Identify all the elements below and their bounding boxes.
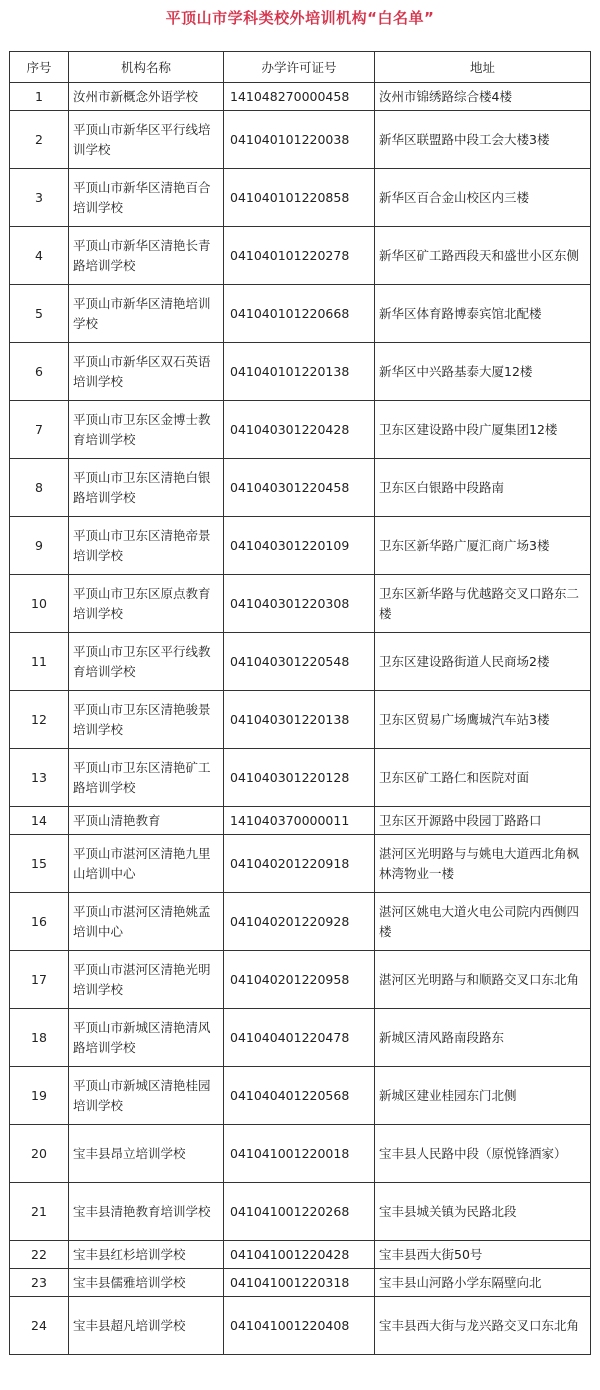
header-name: 机构名称 <box>69 52 224 83</box>
license-number: 041040301220128 <box>224 749 375 807</box>
institution-name: 平顶山市卫东区清艳白银路培训学校 <box>69 459 224 517</box>
institution-name: 平顶山市卫东区平行线教育培训学校 <box>69 633 224 691</box>
row-number: 21 <box>10 1183 69 1241</box>
table-row <box>10 169 591 227</box>
institution-address: 湛河区光明路与和顺路交叉口东北角 <box>375 951 591 1009</box>
institution-name: 汝州市新概念外语学校 <box>69 83 224 111</box>
institution-address: 湛河区光明路与与姚电大道西北角枫林湾物业一楼 <box>375 835 591 893</box>
table-row <box>10 1125 591 1183</box>
row-number: 16 <box>10 893 69 951</box>
license-number: 041041001220408 <box>224 1297 375 1355</box>
row-number: 19 <box>10 1067 69 1125</box>
row-number: 10 <box>10 575 69 633</box>
license-number: 041040401220568 <box>224 1067 375 1125</box>
institution-address: 湛河区姚电大道火电公司院内西侧四楼 <box>375 893 591 951</box>
table-row <box>10 1241 591 1269</box>
institution-name: 平顶山清艳教育 <box>69 807 224 835</box>
table-row <box>10 401 591 459</box>
row-number: 22 <box>10 1241 69 1269</box>
institution-name: 平顶山市新华区清艳百合培训学校 <box>69 169 224 227</box>
institution-address: 新华区联盟路中段工会大楼3楼 <box>375 111 591 169</box>
institution-address: 汝州市锦绣路综合楼4楼 <box>375 83 591 111</box>
row-number: 15 <box>10 835 69 893</box>
institution-address: 宝丰县山河路小学东隔壁向北 <box>375 1269 591 1297</box>
institution-name: 平顶山市卫东区清艳矿工路培训学校 <box>69 749 224 807</box>
table-row <box>10 893 591 951</box>
row-number: 2 <box>10 111 69 169</box>
table-row <box>10 691 591 749</box>
header-license: 办学许可证号 <box>224 52 375 83</box>
license-number: 041040201220928 <box>224 893 375 951</box>
license-number: 041040101220278 <box>224 227 375 285</box>
page-title: 平顶山市学科类校外培训机构“白名单” <box>165 9 435 27</box>
row-number: 13 <box>10 749 69 807</box>
license-number: 041041001220018 <box>224 1125 375 1183</box>
license-number: 141048270000458 <box>224 83 375 111</box>
institution-address: 新华区体育路博泰宾馆北配楼 <box>375 285 591 343</box>
institution-address: 卫东区新华路广厦汇商广场3楼 <box>375 517 591 575</box>
license-number: 041040301220548 <box>224 633 375 691</box>
institution-address: 卫东区贸易广场鹰城汽车站3楼 <box>375 691 591 749</box>
license-number: 041040301220428 <box>224 401 375 459</box>
institution-name: 宝丰县红杉培训学校 <box>69 1241 224 1269</box>
row-number: 9 <box>10 517 69 575</box>
row-number: 12 <box>10 691 69 749</box>
institution-address: 宝丰县西大街与龙兴路交叉口东北角 <box>375 1297 591 1355</box>
institution-name: 平顶山市新华区清艳培训学校 <box>69 285 224 343</box>
license-number: 041041001220268 <box>224 1183 375 1241</box>
whitelist-table <box>9 51 591 1355</box>
table-row <box>10 951 591 1009</box>
row-number: 20 <box>10 1125 69 1183</box>
table-row <box>10 111 591 169</box>
institution-name: 平顶山市卫东区清艳骏景培训学校 <box>69 691 224 749</box>
table-row <box>10 1269 591 1297</box>
table-row <box>10 1067 591 1125</box>
table-row <box>10 1297 591 1355</box>
table-row <box>10 459 591 517</box>
table-row <box>10 1183 591 1241</box>
table-row <box>10 227 591 285</box>
institution-name: 平顶山市新华区清艳长青路培训学校 <box>69 227 224 285</box>
table-row <box>10 517 591 575</box>
institution-address: 新华区中兴路基泰大厦12楼 <box>375 343 591 401</box>
row-number: 17 <box>10 951 69 1009</box>
table-row <box>10 1009 591 1067</box>
license-number: 041040301220308 <box>224 575 375 633</box>
license-number: 041040401220478 <box>224 1009 375 1067</box>
institution-address: 卫东区建设路中段广厦集团12楼 <box>375 401 591 459</box>
row-number: 23 <box>10 1269 69 1297</box>
institution-address: 新华区矿工路西段天和盛世小区东侧 <box>375 227 591 285</box>
table-row <box>10 749 591 807</box>
institution-address: 卫东区新华路与优越路交叉口路东二楼 <box>375 575 591 633</box>
institution-address: 卫东区建设路街道人民商场2楼 <box>375 633 591 691</box>
row-number: 5 <box>10 285 69 343</box>
license-number: 041040201220958 <box>224 951 375 1009</box>
institution-address: 新城区建业桂园东门北侧 <box>375 1067 591 1125</box>
row-number: 24 <box>10 1297 69 1355</box>
license-number: 041040201220918 <box>224 835 375 893</box>
institution-name: 宝丰县清艳教育培训学校 <box>69 1183 224 1241</box>
table-row <box>10 835 591 893</box>
institution-address: 新华区百合金山校区内三楼 <box>375 169 591 227</box>
table-row <box>10 285 591 343</box>
institution-name: 宝丰县超凡培训学校 <box>69 1297 224 1355</box>
institution-name: 平顶山市湛河区清艳姚孟培训中心 <box>69 893 224 951</box>
license-number: 041040101220038 <box>224 111 375 169</box>
institution-name: 平顶山市卫东区原点教育培训学校 <box>69 575 224 633</box>
license-number: 041040301220458 <box>224 459 375 517</box>
institution-name: 平顶山市新华区平行线培训学校 <box>69 111 224 169</box>
institution-name: 平顶山市新城区清艳桂园培训学校 <box>69 1067 224 1125</box>
row-number: 8 <box>10 459 69 517</box>
institution-name: 平顶山市湛河区清艳九里山培训中心 <box>69 835 224 893</box>
table-header-row <box>10 52 591 83</box>
table-row <box>10 633 591 691</box>
table-row <box>10 343 591 401</box>
license-number: 041040101220138 <box>224 343 375 401</box>
institution-name: 平顶山市卫东区金博士教育培训学校 <box>69 401 224 459</box>
table-row <box>10 83 591 111</box>
row-number: 4 <box>10 227 69 285</box>
row-number: 3 <box>10 169 69 227</box>
table-row <box>10 807 591 835</box>
license-number: 041040101220858 <box>224 169 375 227</box>
institution-name: 平顶山市新城区清艳清风路培训学校 <box>69 1009 224 1067</box>
license-number: 041040301220138 <box>224 691 375 749</box>
table-row <box>10 575 591 633</box>
row-number: 7 <box>10 401 69 459</box>
institution-name: 平顶山市卫东区清艳帝景培训学校 <box>69 517 224 575</box>
row-number: 6 <box>10 343 69 401</box>
row-number: 11 <box>10 633 69 691</box>
license-number: 041040101220668 <box>224 285 375 343</box>
institution-name: 平顶山市湛河区清艳光明培训学校 <box>69 951 224 1009</box>
institution-address: 新城区清风路南段路东 <box>375 1009 591 1067</box>
institution-address: 宝丰县西大街50号 <box>375 1241 591 1269</box>
license-number: 141040370000011 <box>224 807 375 835</box>
row-number: 18 <box>10 1009 69 1067</box>
institution-address: 卫东区白银路中段路南 <box>375 459 591 517</box>
institution-address: 卫东区矿工路仁和医院对面 <box>375 749 591 807</box>
license-number: 041041001220318 <box>224 1269 375 1297</box>
header-address: 地址 <box>375 52 591 83</box>
header-no: 序号 <box>10 52 69 83</box>
institution-address: 宝丰县人民路中段（原悦锋酒家） <box>375 1125 591 1183</box>
license-number: 041041001220428 <box>224 1241 375 1269</box>
institution-name: 宝丰县儒雅培训学校 <box>69 1269 224 1297</box>
institution-name: 平顶山市新华区双石英语培训学校 <box>69 343 224 401</box>
row-number: 14 <box>10 807 69 835</box>
row-number: 1 <box>10 83 69 111</box>
license-number: 041040301220109 <box>224 517 375 575</box>
institution-name: 宝丰县昂立培训学校 <box>69 1125 224 1183</box>
institution-address: 宝丰县城关镇为民路北段 <box>375 1183 591 1241</box>
institution-address: 卫东区开源路中段园丁路路口 <box>375 807 591 835</box>
